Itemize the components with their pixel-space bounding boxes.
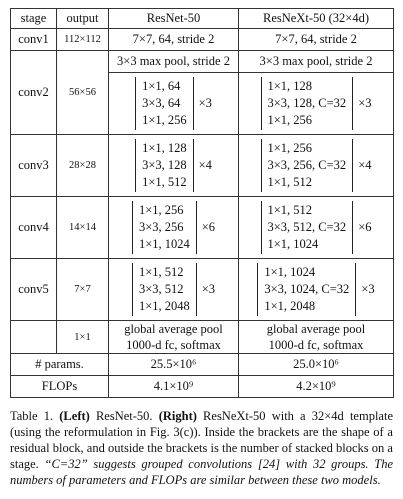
conv2-resnet [109, 73, 239, 135]
conv2-stage: conv2 [11, 51, 57, 135]
conv5-stage: conv5 [11, 259, 57, 321]
block-line: 1×1, 256 [142, 113, 187, 127]
flops-resnet: 4.1×10⁹ [109, 376, 239, 398]
block-multiplier: ×4 [198, 158, 212, 172]
block-line: 1×1, 256 [267, 113, 313, 127]
block-line: 3×3, 512 [138, 282, 184, 296]
resnet-block-bracket [132, 263, 197, 316]
conv3-stage: conv3 [11, 135, 57, 197]
row-params [11, 354, 394, 376]
conv4-resnet [109, 197, 239, 259]
block-line: 1×1, 2048 [138, 299, 190, 313]
pool-resnext: 3×3 max pool, stride 2 [239, 51, 394, 73]
final-line: 1000-d fc, softmax [268, 338, 364, 352]
conv5-output: 7×7 [57, 259, 109, 321]
caption-text-1: ResNet-50. [89, 409, 159, 423]
pool-resnet: 3×3 max pool, stride 2 [109, 51, 239, 73]
flops-resnext: 4.2×10⁹ [239, 376, 394, 398]
caption-text-2: ResNeXt-50 with a 32×4d template (using the reformulation in Fig. 3(c)). Inside the brackets are the shape of a residual block, and outside the brackets is the number of stacked blocks on a stage. [10, 409, 393, 471]
final-resnext [239, 321, 394, 354]
row-final [11, 321, 394, 354]
block-line: 3×3, 256 [138, 220, 184, 234]
row-pool [11, 51, 394, 73]
conv3-output: 28×28 [57, 135, 109, 197]
block-multiplier: ×3 [201, 282, 216, 296]
block-line: 3×3, 256, C=32 [267, 158, 347, 172]
block-line: 1×1, 512 [267, 175, 313, 189]
conv1-output: 112×112 [57, 29, 109, 51]
params-resnext: 25.0×10⁶ [239, 354, 394, 376]
final-line: 1000-d fc, softmax [126, 338, 221, 352]
resnet-block-bracket [135, 77, 194, 130]
header-row [11, 9, 394, 29]
conv2-output: 56×56 [57, 51, 109, 135]
conv4-stage: conv4 [11, 197, 57, 259]
block-multiplier: ×6 [201, 220, 216, 234]
resnext-block-bracket [257, 263, 356, 316]
block-line: 1×1, 512 [267, 203, 313, 217]
block-line: 1×1, 128 [267, 79, 313, 93]
caption-label: Table 1. [10, 409, 54, 423]
conv5-resnext [239, 259, 394, 321]
row-conv5 [11, 259, 394, 321]
header-resnext: ResNeXt-50 (32×4d) [239, 9, 394, 29]
architecture-table [10, 8, 394, 398]
resnext-block-bracket [261, 201, 354, 254]
final-line: global average pool [266, 322, 366, 336]
block-line: 1×1, 256 [267, 141, 313, 155]
conv1-stage: conv1 [11, 29, 57, 51]
block-line: 1×1, 256 [138, 203, 184, 217]
caption-left: (Left) [59, 409, 90, 423]
conv1-resnext: 7×7, 64, stride 2 [239, 29, 394, 51]
conv3-resnext [239, 135, 394, 197]
resnet-block-bracket [135, 139, 194, 192]
final-line: global average pool [124, 322, 223, 336]
conv4-resnext [239, 197, 394, 259]
conv5-resnet [109, 259, 239, 321]
block-line: 1×1, 512 [138, 265, 184, 279]
block-line: 3×3, 128, C=32 [267, 96, 347, 110]
block-multiplier: ×6 [358, 220, 372, 234]
block-multiplier: ×4 [358, 158, 372, 172]
resnext-block-bracket [261, 139, 354, 192]
final-output: 1×1 [57, 321, 109, 354]
block-multiplier: ×3 [198, 96, 212, 110]
block-line: 3×3, 512, C=32 [267, 220, 347, 234]
row-conv4 [11, 197, 394, 259]
block-line: 1×1, 1024 [267, 237, 319, 251]
block-line: 1×1, 128 [142, 141, 187, 155]
block-line: 1×1, 2048 [264, 299, 316, 313]
block-line: 1×1, 512 [142, 175, 187, 189]
conv2-resnext [239, 73, 394, 135]
table-caption [10, 408, 393, 488]
params-resnet: 25.5×10⁶ [109, 354, 239, 376]
conv1-resnet: 7×7, 64, stride 2 [109, 29, 239, 51]
params-label: # params. [11, 354, 109, 376]
block-line: 1×1, 64 [142, 79, 181, 93]
final-resnet [109, 321, 239, 354]
row-conv1 [11, 29, 394, 51]
resnet-block-bracket [132, 201, 197, 254]
block-multiplier: ×3 [361, 282, 375, 296]
caption-right: (Right) [158, 409, 197, 423]
header-output: output [57, 9, 109, 29]
header-resnet: ResNet-50 [109, 9, 239, 29]
conv4-output: 14×14 [57, 197, 109, 259]
conv3-resnet [109, 135, 239, 197]
flops-label: FLOPs [11, 376, 109, 398]
header-stage: stage [11, 9, 57, 29]
block-line: 1×1, 1024 [138, 237, 190, 251]
block-multiplier: ×3 [358, 96, 372, 110]
resnext-block-bracket [261, 77, 354, 130]
row-conv3 [11, 135, 394, 197]
final-stage [11, 321, 57, 354]
block-line: 3×3, 128 [142, 158, 187, 172]
row-flops [11, 376, 394, 398]
caption-italic: “C=32” suggests grouped convolutions [24] with 32 groups. The numbers of parameters and FLOPs are similar between these two models. [10, 457, 393, 487]
block-line: 3×3, 1024, C=32 [264, 282, 350, 296]
block-line: 3×3, 64 [142, 96, 181, 110]
block-line: 1×1, 1024 [264, 265, 316, 279]
